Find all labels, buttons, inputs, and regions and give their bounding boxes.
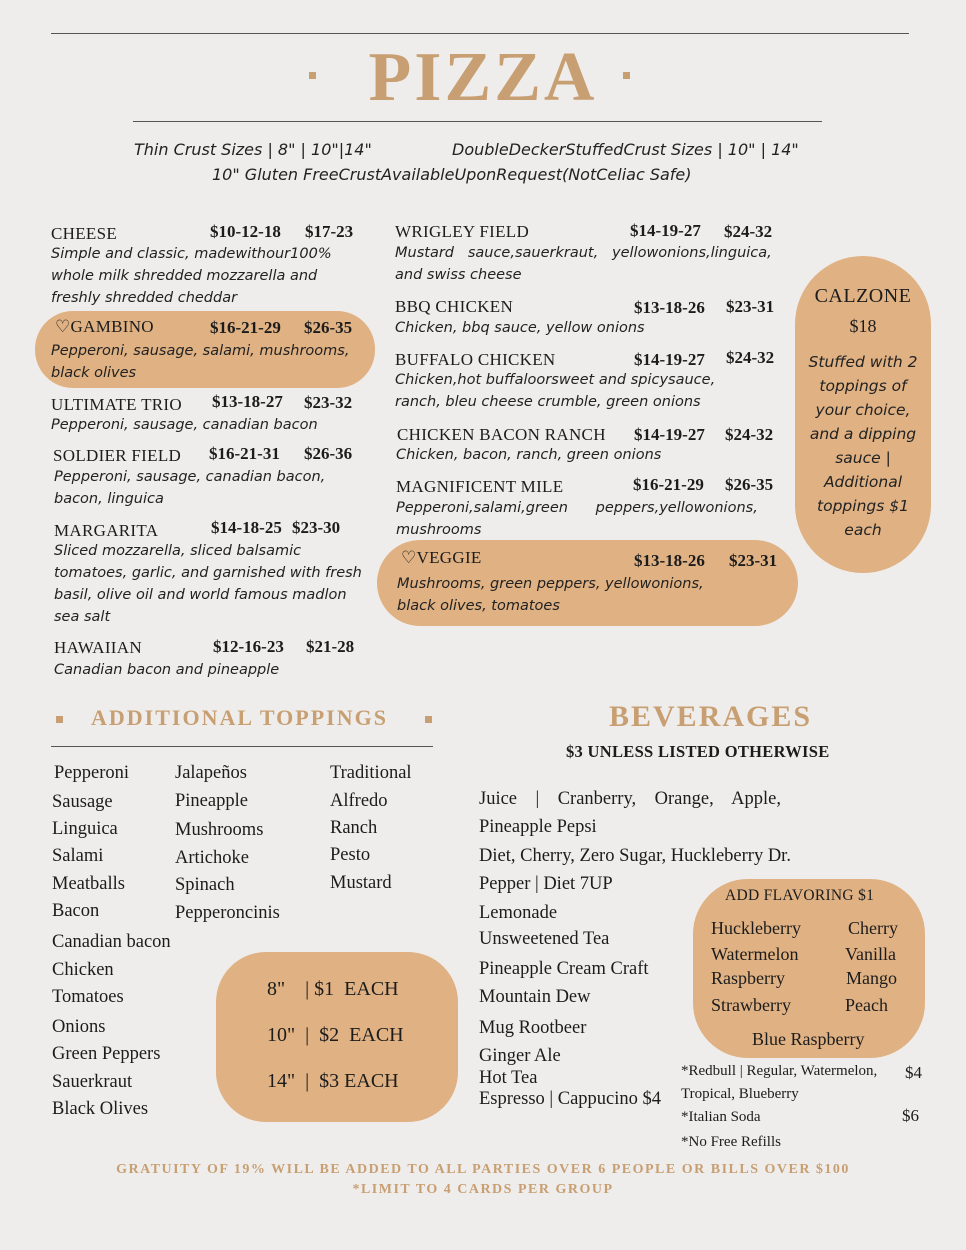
- pizza-name: BUFFALO CHICKEN: [395, 350, 556, 369]
- pizza-desc: Pepperoni, sausage, canadian bacon: [51, 417, 318, 433]
- pizza-price-thin: $13-18-27: [212, 392, 283, 411]
- topping-item: Onions: [52, 1017, 106, 1037]
- pizza-price-thin: $16-21-29: [210, 318, 281, 337]
- flavor-item: Cherry: [848, 918, 898, 938]
- calzone-price: $18: [849, 316, 877, 336]
- pizza-name: ULTIMATE TRIO: [51, 395, 182, 414]
- pizza-name: SOLDIER FIELD: [53, 446, 182, 465]
- topping-item: Tomatoes: [52, 987, 124, 1007]
- topping-item: Sauerkraut: [52, 1072, 133, 1092]
- topping-item: Artichoke: [175, 848, 249, 868]
- top-rule: [51, 33, 909, 34]
- pizza-price-dd: $17-23: [305, 222, 354, 241]
- topping-item: Spinach: [175, 875, 235, 895]
- pizza-price-dd: $26-36: [304, 444, 353, 463]
- flavor-item: Mango: [846, 968, 897, 988]
- pizza-price-thin: $13-18-26: [634, 551, 705, 570]
- topping-item: Meatballs: [52, 874, 125, 894]
- pizza-price-thin: $14-18-25: [211, 518, 282, 537]
- pizza-name: ♡VEGGIE: [401, 548, 482, 567]
- calzone-desc: Stuffed with 2 toppings of your choice, and a dipping sauce | Additional toppings $1 each: [808, 353, 918, 539]
- beverages-title: BEVERAGES: [609, 700, 813, 733]
- flavor-item: Vanilla: [845, 944, 896, 964]
- pizza-name: ♡GAMBINO: [55, 317, 154, 336]
- toppings-ornament-left: [56, 716, 63, 723]
- pizza-desc: Simple and classic, madewithour100% whole milk shredded mozzarella and freshly shredded cheddar: [51, 246, 332, 306]
- sauce-item: Alfredo: [330, 791, 388, 811]
- topping-item: Pineapple: [175, 791, 248, 811]
- topping-price-10: 10" | $2 EACH: [267, 1024, 404, 1046]
- pizza-price-thin: $12-16-23: [213, 637, 284, 656]
- topping-item: Pepperoni: [54, 763, 130, 783]
- beverage-item: Unsweetened Tea: [479, 929, 610, 949]
- topping-item: Salami: [52, 846, 104, 866]
- topping-price-14: 14" | $3 EACH: [267, 1070, 399, 1092]
- flavor-item: Strawberry: [711, 995, 791, 1015]
- pizza-price-dd: $23-31: [729, 551, 778, 570]
- pizza-price-thin: $16-21-29: [633, 475, 704, 494]
- title-rule: [133, 121, 822, 122]
- pizza-desc: Pepperoni,salami,green peppers,yellowonions, mushrooms: [396, 500, 763, 538]
- beverage-item: Ginger Ale: [479, 1046, 561, 1066]
- pizza-price-dd: $24-32: [726, 348, 775, 367]
- sauce-item: Mustard: [330, 873, 392, 893]
- flavor-item: Watermelon: [711, 944, 799, 964]
- pizza-price-thin: $10-12-18: [210, 222, 281, 241]
- topping-item: Bacon: [52, 901, 100, 921]
- pizza-price-dd: $23-30: [292, 518, 341, 537]
- italian-soda-price: $6: [902, 1106, 919, 1125]
- flavor-item: Raspberry: [711, 968, 785, 988]
- pizza-price-thin: $14-19-27: [634, 425, 705, 444]
- beverage-item: Pineapple Cream Craft: [479, 959, 649, 979]
- pizza-price-dd: $26-35: [304, 318, 353, 337]
- flavor-item: Peach: [845, 995, 888, 1015]
- topping-item: Mushrooms: [175, 820, 264, 840]
- flavor-item: Huckleberry: [711, 918, 801, 938]
- pizza-price-thin: $14-19-27: [630, 221, 701, 240]
- flavor-item: Blue Raspberry: [752, 1029, 865, 1049]
- pizza-price-dd: $24-32: [725, 425, 774, 444]
- italian-soda-note: *Italian Soda: [681, 1109, 761, 1125]
- pizza-name: MAGNIFICENT MILE: [396, 477, 564, 496]
- topping-item: Jalapeños: [175, 763, 247, 783]
- title-ornament-right: [623, 72, 630, 79]
- pizza-price-thin: $16-21-31: [209, 444, 280, 463]
- pizza-desc: Mustard sauce,sauerkraut, yellowonions,linguica, and swiss cheese: [395, 245, 777, 283]
- pizza-name: BBQ CHICKEN: [395, 297, 514, 316]
- topping-item: Green Peppers: [52, 1044, 161, 1064]
- beverage-item: Hot Tea: [479, 1068, 538, 1088]
- topping-item: Sausage: [52, 792, 113, 812]
- sauce-item: Ranch: [330, 818, 378, 838]
- pizza-name: CHEESE: [51, 224, 118, 243]
- pizza-price-dd: $24-32: [724, 222, 773, 241]
- pizza-desc: Pepperoni, sausage, salami, mushrooms, black olives: [51, 343, 350, 381]
- topping-item: Canadian bacon: [52, 932, 171, 952]
- toppings-rule: [51, 746, 433, 747]
- pizza-name: MARGARITA: [54, 521, 159, 540]
- pizza-price-thin: $13-18-26: [634, 298, 705, 317]
- topping-item: Linguica: [52, 819, 118, 839]
- pizza-price-thin: $14-19-27: [634, 350, 705, 369]
- pizza-price-dd: $26-35: [725, 475, 774, 494]
- topping-price-8: 8" | $1 EACH: [267, 978, 399, 1000]
- pizza-name: HAWAIIAN: [54, 638, 142, 657]
- sizes-thin: Thin Crust Sizes | 8" | 10"|14": [134, 140, 372, 159]
- pizza-desc: Sliced mozzarella, sliced balsamic tomatoes, garlic, and garnished with fresh basil, olive oil and world famous madlon sea salt: [54, 543, 362, 625]
- pizza-price-dd: $23-31: [726, 297, 775, 316]
- beverage-item: Mountain Dew: [479, 987, 591, 1007]
- beverage-item: Mug Rootbeer: [479, 1018, 587, 1038]
- beverage-item: Pepper | Diet 7UP: [479, 874, 613, 894]
- sauce-item: Traditional: [330, 763, 412, 783]
- refills-note: *No Free Refills: [681, 1134, 781, 1150]
- pizza-desc: Chicken, bbq sauce, yellow onions: [395, 320, 645, 336]
- card-limit-note: *LIMIT TO 4 CARDS PER GROUP: [352, 1182, 614, 1197]
- sizes-double: DoubleDeckerStuffedCrust Sizes | 10" | 14": [452, 140, 799, 159]
- flavoring-title: ADD FLAVORING $1: [725, 887, 875, 904]
- pizza-name: CHICKEN BACON RANCH: [397, 425, 606, 444]
- pizza-desc: Chicken, bacon, ranch, green onions: [396, 447, 662, 463]
- beverage-item: Diet, Cherry, Zero Sugar, Huckleberry Dr.: [479, 846, 791, 866]
- topping-item: Chicken: [52, 960, 114, 980]
- pizza-desc: Pepperoni, sausage, canadian bacon, bacon, linguica: [54, 469, 326, 507]
- topping-item: Pepperoncinis: [175, 903, 280, 923]
- beverage-item: Lemonade: [479, 903, 558, 923]
- topping-item: Black Olives: [52, 1099, 149, 1119]
- gluten-free-note: 10" Gluten FreeCrustAvailableUponRequest(NotCeliac Safe): [212, 165, 692, 184]
- pizza-desc: Chicken,hot buffaloorsweet and spicysauce, ranch, bleu cheese crumble, green onions: [395, 372, 716, 410]
- redbull-price: $4: [905, 1063, 922, 1082]
- page-title: PIZZA: [368, 39, 598, 116]
- pizza-name: WRIGLEY FIELD: [395, 222, 530, 241]
- beverages-subtitle: $3 UNLESS LISTED OTHERWISE: [566, 742, 830, 761]
- redbull-note: *Redbull | Regular, Watermelon,: [681, 1063, 878, 1079]
- gratuity-note: GRATUITY OF 19% WILL BE ADDED TO ALL PARTIES OVER 6 PEOPLE OR BILLS OVER $100: [116, 1162, 850, 1177]
- redbull-note-2: Tropical, Blueberry: [681, 1086, 799, 1102]
- pizza-desc: Canadian bacon and pineapple: [54, 662, 280, 678]
- calzone-title: CALZONE: [814, 285, 912, 307]
- beverage-item: Pineapple Pepsi: [479, 817, 597, 837]
- pizza-price-dd: $23-32: [304, 393, 353, 412]
- pizza-price-dd: $21-28: [306, 637, 355, 656]
- beverage-item: Juice | Cranberry, Orange, Apple,: [479, 789, 782, 809]
- toppings-ornament-right: [425, 716, 432, 723]
- toppings-title: ADDITIONAL TOPPINGS: [91, 705, 388, 730]
- pizza-desc: Mushrooms, green peppers, yellowonions, black olives, tomatoes: [397, 576, 704, 614]
- beverage-item: Espresso | Cappucino $4: [479, 1089, 662, 1109]
- sauce-item: Pesto: [330, 845, 371, 865]
